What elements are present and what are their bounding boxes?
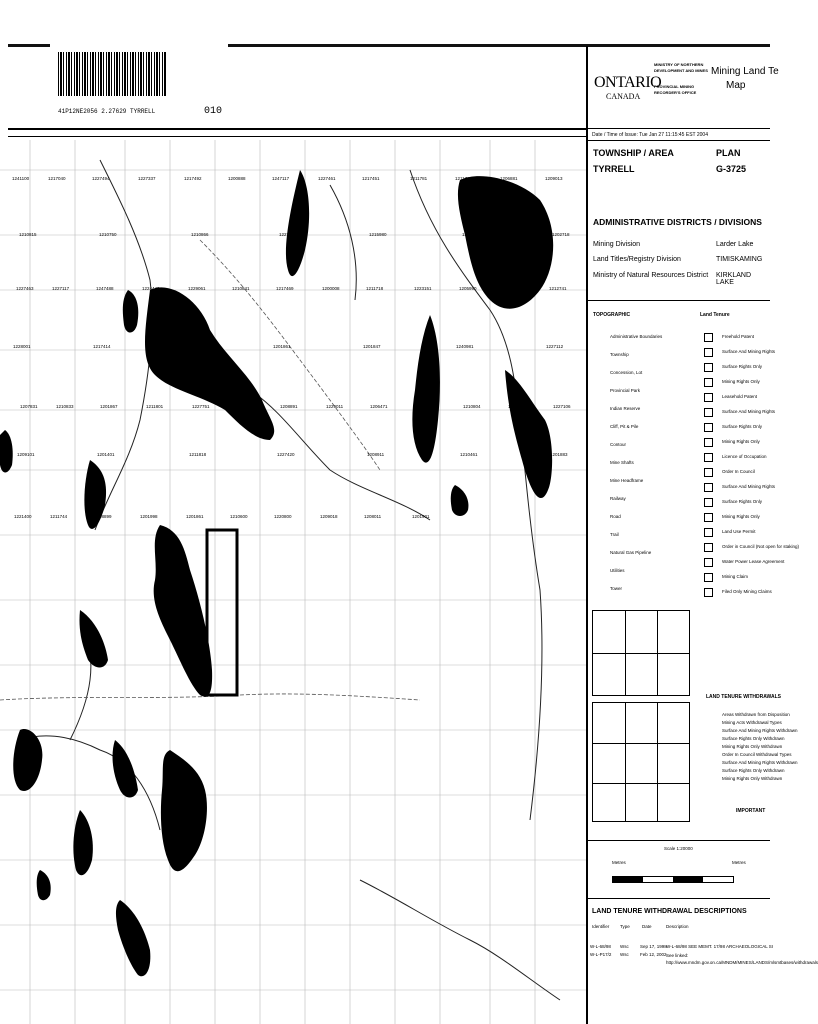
claim-number-label: 1247488 — [96, 286, 114, 291]
claim-number-label: 1210841 — [232, 286, 250, 291]
claim-number-label: 1201847 — [363, 344, 381, 349]
claim-number-label: 1226710 — [508, 404, 526, 409]
claim-number-label: 1210731 — [462, 232, 480, 237]
claim-number-label: 1227461 — [318, 176, 336, 181]
claim-number-label: 1208891 — [280, 404, 298, 409]
withdrawal-legend-item: Surface And Mining Rights Withdrawn — [722, 760, 798, 765]
claim-number-label: 1227117 — [52, 286, 70, 291]
claim-number-label: 1227751 — [192, 404, 210, 409]
claim-number-label: 1209013 — [545, 176, 563, 181]
map-top-rule-2 — [8, 136, 586, 137]
land-legend-item: Leasehold Patent — [722, 394, 758, 399]
claim-number-label: 1205990 — [459, 286, 477, 291]
desc-rule — [588, 898, 770, 899]
important-label: IMPORTANT — [736, 808, 766, 814]
land-tenure-title: Land Tenure — [700, 312, 730, 318]
desc-row-1-date: Feb 12, 2002 — [640, 952, 667, 957]
claim-number-label: 1220800 — [274, 514, 292, 519]
header-rule-left — [8, 44, 50, 47]
canada-text: CANADA — [606, 92, 641, 101]
admin-row-0-label: Mining Division — [593, 241, 641, 248]
desc-row-1-id: W-L-P17/2 — [590, 952, 612, 957]
scale-units-left: Metres — [612, 860, 626, 865]
topo-legend-item: Cliff, Pit & Pile — [610, 424, 639, 429]
desc-row-0-id: W-L-68/98 — [590, 944, 611, 949]
land-legend-item-symbol — [704, 423, 713, 432]
land-legend-item-symbol — [704, 393, 713, 402]
claim-number-label: 1211801 — [146, 404, 164, 409]
township-label: TOWNSHIP / AREA — [593, 148, 674, 158]
land-legend-item: Freehold Patent — [722, 334, 755, 339]
land-legend-item-symbol — [704, 453, 713, 462]
claim-number-label: 1210866 — [191, 232, 209, 237]
topo-legend-item: Township — [610, 352, 629, 357]
claim-number-label: 1228001 — [13, 344, 31, 349]
claim-number-label: 1206471 — [370, 404, 388, 409]
claim-number-label: 1227337 — [138, 176, 156, 181]
township-value: TYRRELL — [593, 164, 635, 174]
barcode — [58, 52, 166, 96]
withdrawal-legend-item: Mining Acts Withdrawal Types — [722, 720, 782, 725]
topo-legend-item: Concession, Lot — [610, 370, 643, 375]
topo-title: TOPOGRAPHIC — [593, 312, 631, 318]
claim-number-label: 1210014 — [504, 286, 522, 291]
desc-row-1-desc: See linked: http://www.mndm.gov.on.ca/MNDM/MINES/LANDS/mlsmtbases/withdrawals — [666, 953, 818, 965]
land-legend-item: Order in Council (Not open for staking) — [722, 544, 800, 549]
land-legend-item-symbol — [704, 363, 713, 372]
topo-legend-item: Railway — [610, 496, 626, 501]
claim-number-label: 1227051 — [279, 232, 297, 237]
land-legend-item-symbol — [704, 528, 713, 537]
topo-legend-item: Provincial Park — [610, 388, 641, 393]
withdrawal-legend-item: Order In Council Withdrawal Types — [722, 752, 792, 757]
land-legend-item: Mining Rights Only — [722, 379, 760, 384]
claim-number-label: 1227106 — [553, 404, 571, 409]
claim-number-label: 1227420 — [277, 452, 295, 457]
withdrawal-legend-item: Areas Withdrawn from Disposition — [722, 712, 790, 717]
claim-number-label: 1211718 — [366, 286, 384, 291]
topo-legend-item: Utilities — [610, 568, 625, 573]
claim-number-label: 1225417 — [418, 404, 436, 409]
land-legend-item-symbol — [704, 348, 713, 357]
legend-rule — [588, 300, 770, 301]
claim-number-label: 1217469 — [276, 286, 294, 291]
map-title-line2: Map — [726, 80, 746, 91]
topo-legend-item: Road — [610, 514, 621, 519]
desc-row-0-date: Sep 17, 1998 — [640, 944, 667, 949]
land-legend-item: Land Use Permit — [722, 529, 756, 534]
desc-header-description: Description — [666, 924, 689, 929]
legend-grid-box-2 — [592, 702, 690, 822]
claim-number-label: 1247117 — [272, 176, 290, 181]
land-legend-item-symbol — [704, 588, 713, 597]
claim-number-label: 1210804 — [463, 404, 481, 409]
land-legend-item-symbol — [704, 408, 713, 417]
land-legend-item: Mining Rights Only — [722, 439, 760, 444]
topo-legend-item: Mine Headframe — [610, 478, 644, 483]
land-legend-item: Licence of Occupation — [722, 454, 767, 459]
scale-units-right: Metres — [732, 860, 746, 865]
claim-number-label: 1206881 — [500, 176, 518, 181]
barcode-code: 010 — [204, 106, 223, 117]
claim-number-label: 1201998 — [140, 514, 158, 519]
plan-label: PLAN — [716, 148, 741, 158]
claim-number-label: 1210461 — [460, 452, 478, 457]
land-legend-item-symbol — [704, 483, 713, 492]
topo-legend-item: Mine Shafts — [610, 460, 634, 465]
desc-header-identifier: Identifier — [592, 924, 610, 929]
land-legend-item: Mining Claim — [722, 574, 749, 579]
land-legend-item-symbol — [704, 543, 713, 552]
admin-row-2-label: Ministry of Natural Resources District — [593, 272, 709, 279]
land-legend-item: Filed Only Mining Claims — [722, 589, 772, 594]
ministry-line4: RECORDER'S OFFICE — [654, 90, 697, 95]
claim-number-label: 1227112 — [546, 344, 564, 349]
scale-label: Scale 1:20000 — [664, 846, 693, 851]
topo-legend-item: Indian Reserve — [610, 406, 641, 411]
withdrawal-legend-item: Surface Rights Only Withdrawn — [722, 768, 785, 773]
legend-grid-box — [592, 610, 690, 696]
claim-number-label: 1213002 — [236, 404, 254, 409]
claim-number-label: 1201861 — [186, 514, 204, 519]
land-legend-item-symbol — [704, 468, 713, 477]
claim-number-label: 1241100 — [12, 176, 30, 181]
withdrawals-title: LAND TENURE WITHDRAWALS — [706, 694, 781, 700]
claim-number-label: 1200888 — [228, 176, 246, 181]
claim-number-label: 1211818 — [189, 452, 207, 457]
claim-number-label: 1208011 — [364, 514, 382, 519]
claim-number-label: 1210815 — [19, 232, 37, 237]
claim-number-label: 1221400 — [14, 514, 32, 519]
desc-row-1-type: Wsc — [620, 952, 629, 957]
claim-number-label: 1200008 — [322, 286, 340, 291]
claim-number-label: 1211784 — [455, 176, 473, 181]
topo-legend-item: Natural Gas Pipeline — [610, 550, 652, 555]
claim-number-label: 1215980 — [369, 232, 387, 237]
claim-number-label: 1211900 — [185, 344, 203, 349]
land-legend-item-symbol — [704, 333, 713, 342]
claim-number-label: 1202718 — [552, 232, 570, 237]
claim-number-label: 1217492 — [184, 176, 202, 181]
claim-number-label: 1208899 — [94, 514, 112, 519]
land-legend-item: Surface And Mining Rights — [722, 409, 776, 414]
claim-number-label: 1208911 — [367, 452, 385, 457]
claim-number-label: 1212741 — [549, 286, 567, 291]
map-top-rule — [8, 128, 586, 130]
admin-row-2-value: KIRKLAND LAKE — [716, 272, 752, 286]
date-of-issue: Date / Time of Issue: Tue Jan 27 11:15:45 EST 2004 — [592, 132, 708, 138]
claim-number-label: 1207831 — [20, 404, 38, 409]
map-title-line1: Mining Land Te — [711, 66, 779, 77]
land-legend-item-symbol — [704, 378, 713, 387]
claim-number-label: 1217414 — [93, 344, 111, 349]
desc-row-0-desc: W-L-68/98 SEE MEMT. 17/98 ARCHAEOLOGICAL SI — [666, 944, 774, 949]
scale-bar — [612, 876, 734, 883]
admin-row-0-value: Larder Lake — [716, 241, 754, 248]
land-legend-item: Surface And Mining Rights — [722, 484, 776, 489]
claim-number-label: 1210750 — [99, 232, 117, 237]
ministry-line3: PROVINCIAL MINING — [654, 84, 695, 89]
claim-number-label: 1240981 — [456, 344, 474, 349]
desc-header-date: Date — [642, 924, 652, 929]
land-legend-item-symbol — [704, 438, 713, 447]
scale-rule — [588, 840, 770, 841]
ministry-line2: DEVELOPMENT AND MINES — [654, 68, 708, 73]
admin-title: ADMINISTRATIVE DISTRICTS / DIVISIONS — [593, 217, 762, 227]
land-legend-item: Surface And Mining Rights — [722, 349, 776, 354]
claim-number-label: 1201861 — [273, 344, 291, 349]
land-legend-item: Surface Rights Only — [722, 424, 763, 429]
claim-number-label: 1217040 — [48, 176, 66, 181]
land-legend-item: Mining Rights Only — [722, 514, 760, 519]
claim-number-label: 1210833 — [56, 404, 74, 409]
claim-number-label: 1210600 — [230, 514, 248, 519]
land-legend-item-symbol — [704, 513, 713, 522]
claim-number-label: 1209101 — [17, 452, 35, 457]
claim-number-label: 1211744 — [50, 514, 68, 519]
admin-row-1-value: TIMISKAMING — [716, 256, 763, 263]
withdrawal-legend-item: Surface Rights Only Withdrawn — [722, 736, 785, 741]
claim-number-label: 1201883 — [550, 452, 568, 457]
admin-row-1-label: Land Titles/Registry Division — [593, 256, 681, 263]
claim-number-label: 1201401 — [97, 452, 115, 457]
land-legend-item: Surface Rights Only — [722, 499, 763, 504]
topo-legend-item: Tower — [610, 586, 623, 591]
ontario-logo: ONTARIO — [594, 74, 662, 91]
claim-number-label: 1223151 — [414, 286, 432, 291]
claim-number-label: 1209018 — [320, 514, 338, 519]
withdrawal-legend-item: Mining Rights Only Withdrawn — [722, 744, 783, 749]
claim-number-label: 1224448 — [142, 286, 160, 291]
claim-number-label: 1201867 — [100, 404, 118, 409]
ministry-line1: MINISTRY OF NORTHERN — [654, 62, 704, 67]
topo-legend-item: Administrative Boundaries — [610, 334, 663, 339]
withdrawal-desc-title: LAND TENURE WITHDRAWAL DESCRIPTIONS — [592, 908, 747, 915]
land-legend-item-symbol — [704, 573, 713, 582]
land-legend-item-symbol — [704, 558, 713, 567]
topo-legend-item: Trail — [610, 532, 619, 537]
claim-number-label: 1211781 — [410, 176, 428, 181]
claim-number-label: 1227463 — [16, 286, 34, 291]
plan-value: G-3725 — [716, 164, 747, 174]
withdrawal-legend-item: Surface And Mining Rights Withdrawn — [722, 728, 798, 733]
claim-number-label: 1229011 — [326, 404, 344, 409]
land-legend-item-symbol — [704, 498, 713, 507]
map-canvas — [0, 140, 586, 1024]
barcode-text: 41P12NE2056 2.27629 TYRRELL — [58, 108, 156, 115]
claim-number-label: 1227494 — [92, 176, 110, 181]
land-legend-item: Water Power Lease Agreement — [722, 559, 785, 564]
desc-header-type: Type — [620, 924, 630, 929]
claim-number-label: 1229061 — [188, 286, 206, 291]
land-legend-item: Order In Council — [722, 469, 755, 474]
claim-number-label: 1201901 — [412, 514, 430, 519]
land-legend-item: Surface Rights Only — [722, 364, 763, 369]
claim-number-label: 1217451 — [362, 176, 380, 181]
withdrawal-legend-item: Mining Rights Only Withdrawn — [722, 776, 783, 781]
desc-row-0-type: Wsc — [620, 944, 629, 949]
topo-legend-item: Contour — [610, 442, 627, 447]
info-rule — [588, 140, 770, 141]
